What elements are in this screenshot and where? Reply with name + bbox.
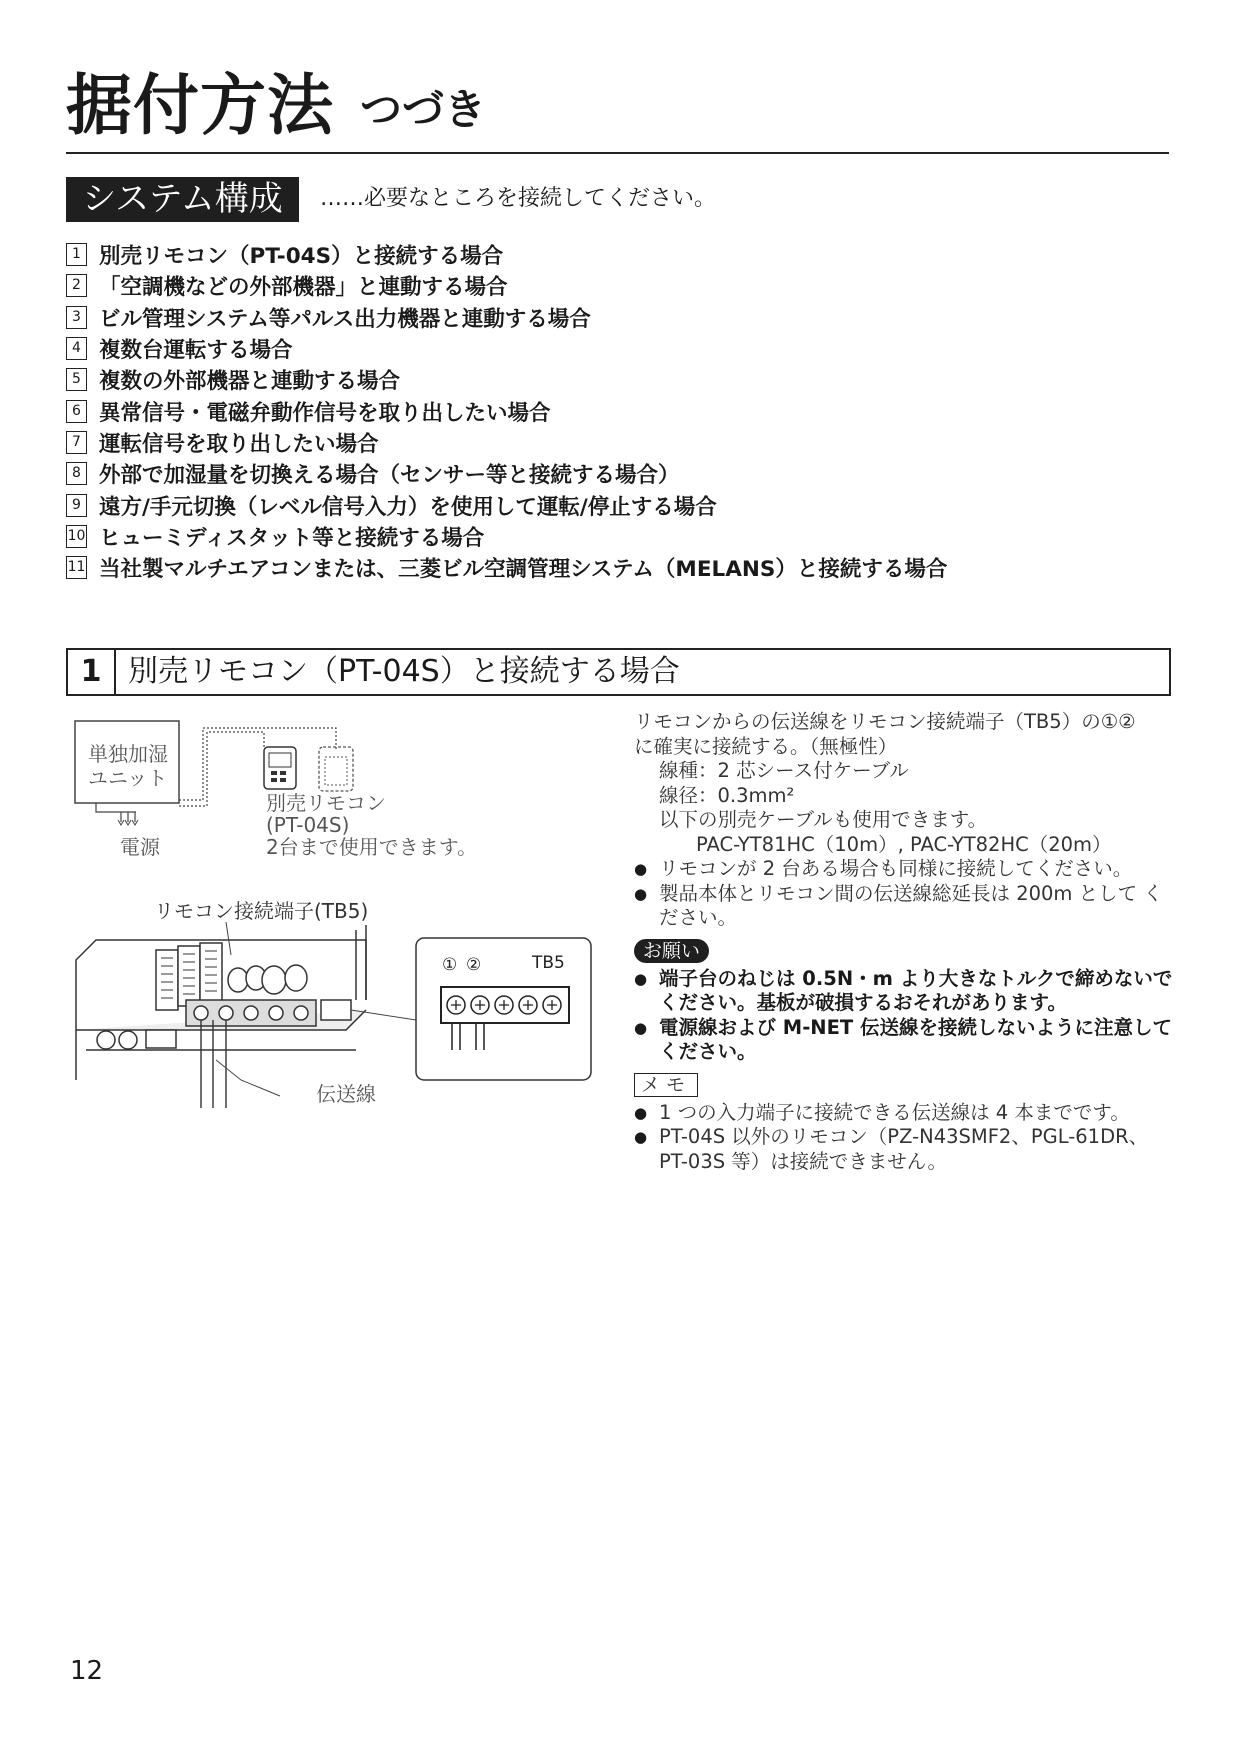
section-1-header: [66, 648, 1171, 696]
section-title: 別売リモコン（PT-04S）と接続する場合: [128, 654, 680, 689]
case-text: 外部で加湿量を切換える場合（センサー等と接続する場合）: [99, 463, 680, 489]
list-item: [66, 489, 947, 520]
case-number: 3: [66, 306, 87, 329]
list-item: [66, 458, 947, 489]
page-number: 12: [70, 1656, 104, 1686]
case-text: 「空調機などの外部機器」と連動する場合: [99, 275, 508, 301]
case-text: 運転信号を取り出したい場合: [99, 431, 379, 457]
remote-note: 2台まで使用できます。: [266, 835, 478, 859]
case-number: 6: [66, 400, 87, 423]
case-list: [66, 239, 947, 583]
system-note: ……必要なところを接続してください。: [320, 186, 717, 211]
instructions-column: [634, 710, 1174, 1174]
request-tag: お願い: [634, 939, 709, 963]
power-label: 電源: [120, 835, 160, 859]
unit-label: ユニット: [88, 766, 168, 790]
memo-tag: メ モ: [634, 1073, 698, 1097]
note-bullet: ● 製品本体とリモコン間の伝送線総延長は 200m として ください。: [634, 882, 1174, 931]
case-text: 当社製マルチエアコンまたは、三菱ビル空調管理システム（MELANS）と接続する場合: [99, 557, 948, 583]
cable-models: PAC-YT81HC（10m）, PAC-YT82HC（20m）: [696, 832, 1112, 856]
wire-type: 線種：2 芯シース付ケーブル: [659, 759, 909, 782]
list-item: [66, 364, 947, 395]
case-number: 4: [66, 337, 87, 360]
case-text: ヒューミディスタット等と接続する場合: [99, 525, 485, 551]
unit-label: 単独加湿: [88, 742, 168, 766]
note-bullet: ● リモコンが 2 台ある場合も同様に接続してください。: [634, 857, 1174, 882]
remote-model-label: (PT-04S): [266, 813, 350, 837]
case-number: 5: [66, 368, 87, 391]
list-item: [66, 395, 947, 426]
case-text: ビル管理システム等パルス出力機器と連動する場合: [99, 306, 591, 332]
terminal-1-label: ①: [442, 955, 458, 975]
list-item: [66, 427, 947, 458]
terminal-label: リモコン接続端子(TB5): [154, 899, 369, 923]
case-number: 10: [66, 525, 87, 548]
case-text: 別売リモコン（PT-04S）と接続する場合: [99, 244, 504, 270]
page-title: 据付方法: [66, 67, 334, 144]
memo-bullet: ● 1 つの入力端子に接続できる伝送線は 4 本までです。: [634, 1101, 1174, 1126]
cable-note: 以下の別売ケーブルも使用できます。: [659, 808, 988, 831]
case-number: 7: [66, 431, 87, 454]
remote-label: 別売リモコン: [266, 791, 386, 815]
wire-diameter: 線径：0.3mm²: [659, 783, 795, 807]
memo-bullet: ● PT-04S 以外のリモコン（PZ-N43SMF2、PGL-61DR、PT-03S 等）は接続できません。: [634, 1125, 1174, 1174]
instruction-text: に確実に接続する。（無極性）: [634, 734, 898, 758]
system-heading: システム構成: [66, 177, 299, 222]
case-text: 遠方/手元切換（レベル信号入力）を使用して運転/停止する場合: [99, 494, 717, 520]
case-number: 9: [66, 494, 87, 517]
section-number: 1: [68, 650, 116, 694]
case-number: 2: [66, 274, 87, 297]
case-number: 8: [66, 462, 87, 485]
case-number: 1: [66, 243, 87, 266]
list-item: [66, 333, 947, 364]
request-bullet: ● 端子台のねじは 0.5N・m より大きなトルクで締めないでください。基板が破損するおそれがあります。: [634, 967, 1174, 1016]
wiring-diagram: [66, 700, 626, 1120]
title-divider: [66, 152, 1169, 154]
list-item: [66, 239, 947, 270]
terminal-2-label: ②: [466, 955, 482, 975]
page-subtitle: つづき: [360, 85, 487, 134]
wire-label: 伝送線: [316, 1082, 376, 1106]
case-text: 複数の外部機器と連動する場合: [99, 369, 401, 395]
case-text: 複数台運転する場合: [99, 338, 293, 364]
list-item: [66, 270, 947, 301]
request-bullet: ● 電源線および M-NET 伝送線を接続しないように注意してください。: [634, 1016, 1174, 1065]
tb5-label: TB5: [532, 953, 565, 973]
case-number: 11: [66, 556, 87, 579]
list-item: [66, 521, 947, 552]
list-item: [66, 302, 947, 333]
case-text: 異常信号・電磁弁動作信号を取り出したい場合: [99, 400, 551, 426]
list-item: [66, 552, 947, 583]
instruction-text: リモコンからの伝送線をリモコン接続端子（TB5）の①②: [634, 710, 1136, 733]
